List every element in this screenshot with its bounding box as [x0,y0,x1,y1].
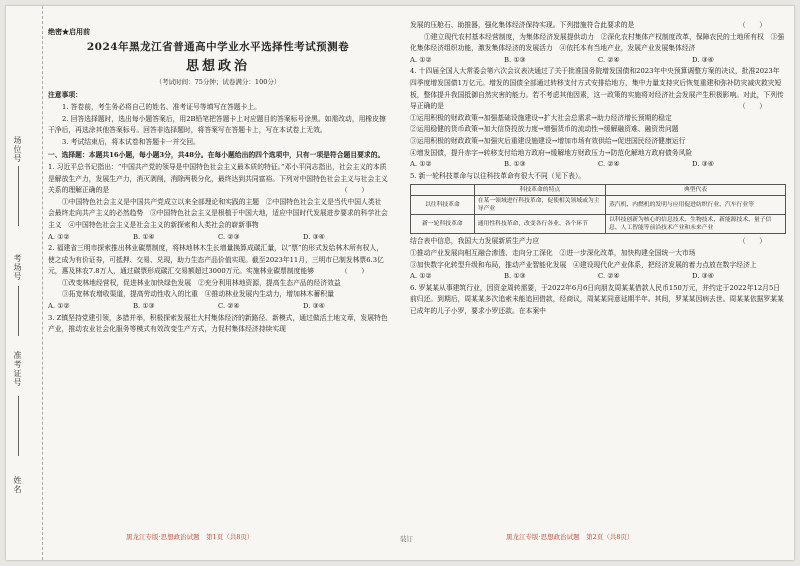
table-cell: 以往科技革命 [411,196,475,215]
option-a: A. ①② [48,302,70,311]
question-2-items: ③拓宽林农增收渠道，提高劳动性收入的比重 ④推动林业发展内生动力，增加林木蓄积量 [62,290,334,299]
table-row [411,196,786,215]
answer-paren: （ ） [738,237,766,246]
binding-label-name: 姓名 [13,476,22,494]
page-right [410,6,786,317]
table-header: 典型代表 [606,185,786,196]
question-5-prompt: 结合表中信息，我国大力发展新质生产力应 （ ） [410,236,786,248]
table-cell: 在某一领域进行科技革命，促使相关领域或为主导产业 [474,196,605,215]
note-item: 1. 答卷前，考生务必将自己的姓名、准考证号等填写在答题卡上。 [62,102,261,111]
question-4-item: ②运用稳健的货币政策→加大信贷投放力度→增强货币的流动性→缓解融资难、融资贵问题 [410,125,679,134]
page-footer-left: 黑龙江专版·思想政治试题 第1页（共8页） [126,533,254,541]
option-a: A. ①② [410,55,432,64]
option-d: D. ③④ [692,55,714,64]
option-a: A. ①② [410,272,432,281]
question-5-items: ③加快数字化转型升级和布局，推动产业智能化发展 ④建设现代化产业体系，把经济发展的着力点放在数字经济上 [410,260,757,269]
table-cell: 新一轮科技革命 [411,215,475,234]
option-b: B. ①③ [504,272,526,281]
table-cell: 以科技创新为核心的信息技术、生物技术、新能源技术、量子信息、人工智能等前沿技术产业和未来产业 [606,215,786,234]
option-d: D. ③④ [303,232,325,241]
subject-title: 思想政治 [185,59,250,75]
question-3-items: ①建立现代农村基本经营制度，为集体经济发展提供动力 ②深化农村集体产权制度改革，保障农民的土地所有权 ③强化集体经济组织功能，激发集体经济的发展活力 ④依托本有当地产业，发展产业发展集体经济 [410,32,785,53]
note-item: 3. 考试结束后，将本试卷和答题卡一并交回。 [62,137,200,146]
option-b: B. ①③ [133,302,155,311]
question-1-items: ①中国特色社会主义是中国共产党成立以来全部理论和实践的主题 ②中国特色社会主义是当代中国人类社会最终走向共产主义的必然趋势 ③中国特色社会主义是根植于中国大地，适应中国时代发展进步要求的科学社会主义 ④中国特色社会主义是社会主义的新探索和人类社会的崭新事物 [48,197,388,229]
exam-sheet [6,6,794,560]
notes-title: 注意事项： [48,91,82,100]
question-4-item: ③运用积极的财政政策→加强灾后重建设施建设→增加市场有效供给→促进国民经济健康运行 [410,136,686,145]
option-b: B. ①③ [504,160,526,169]
question-2-items: ①改变林地经营权，促进林业加快绿色发展 ②充分利用林地资源，提高生态产品的经济效益 [62,278,341,287]
question-3-continued: 发展的压舱石、助推器，强化集体经济保持实现。下列措施符合此要求的是 （ ） [410,20,786,32]
page-left [48,6,388,336]
table-header-row [411,185,786,196]
question-3-options [410,55,786,67]
answer-paren: （ ） [738,21,766,29]
question-2-options [48,301,388,313]
table-cell: 蒸汽机、内燃机的发明与应用促进纺织行业、汽车行业等 [606,196,786,215]
option-d: D. ③④ [692,160,714,169]
exam-info: （考试时间：75分钟；试卷满分：100分） [155,77,281,86]
question-5-options [410,271,786,283]
option-c: C. ②④ [218,302,240,311]
option-d: D. ③④ [692,272,714,281]
question-5-items: ①推动产业发展向相互融合渗透、走向分工深化 ②进一步深化改革，加快构建全国统一大市场 [410,248,696,257]
binding-label-ticket: 准考证号 [13,351,22,387]
center-mark: 装订 [400,535,413,543]
question-5-stem: 5. 新一轮科技革命与以往科技革命有很大不同（见下表）。 [410,171,586,180]
option-d: D. ③④ [303,302,325,311]
note-item: 2. 回答选择题时，选出每小题答案后，用2B铅笔把答题卡上对应题目的答案标号涂黑。如需改动，用橡皮擦干净后，再选涂其他答案标号。回答非选择题时，将答案写在答题卡上，写在本试卷上无效。 [48,114,386,135]
option-c: C. ②③ [218,232,240,241]
answer-paren: （ ） [738,102,766,111]
option-a: A. ①② [48,232,70,241]
question-1-stem: 1. 习近平总书记指出：“中国共产党的领导是中国特色社会主义最本质的特征。”邓小平同志指出，社会主义的本质是解放生产力，发展生产力，消灭剥削，消除两极分化，最终达到共同富裕。下列对中国特色社会主义与社会主义关系的理解正确的是 （ ） [48,162,388,197]
option-b: B. ①③ [504,55,526,64]
table-row [411,215,786,234]
question-4-item: ①运用积极的财政政策→加强基础设施建设→扩大社会总需求→助力经济增长预期的稳定 [410,113,672,122]
confidential-tag: 绝密★启用前 [48,27,90,36]
exam-title: 2024年黑龙江省普通高中学业水平选择性考试预测卷 [86,40,350,53]
option-c: C. ②④ [598,160,620,169]
question-6-stem: 6. 罗某某从事建筑行业，因资金周转需要，于2022年6月6日向朋友周某某借款人民币150万元，并约定于2022年12月5日前归还。到期后，周某某多次追索未能追回借款，经商议，周某某同意延期半年。其间，罗某某因病去世。周某某依据罗某某已成年的儿子小罗，要求小罗还款。在本案中 [410,283,784,315]
table-header [411,185,475,196]
option-c: C. ②④ [598,272,620,281]
binding-line [18,166,19,226]
answer-paren: （ ） [340,267,368,276]
answer-paren: （ ） [340,186,368,195]
option-b: B. ①④ [133,232,155,241]
question-4-stem: 4. 十四届全国人大常委会第六次会议表决通过了关于批准国务院增发国债和2023年中央预算调整方案的决议，批准2023年四季度增发国债1万亿元。增发的国债全部通过转移支付方式安排给地方，集中力量支持灾后恢复重建和弥补防灾减灾救灾短板，整体提升我国抵御自然灾害的能力。若不考虑其他因素，这一政策的实施将对经济社会发展产生积极影响。对此，下列传导正确的是 （ ） [410,66,786,112]
option-c: C. ②④ [598,55,620,64]
binding-margin [6,6,43,560]
table-header: 科技革命的特点 [474,185,605,196]
question-4-options [410,159,786,171]
question-4-item: ④增发国债，提升赤字→转移支付给地方政府→缓解地方财政压力→防范化解地方政府债务风险 [410,148,693,157]
binding-line [18,396,19,456]
binding-label-seat: 场位号 [13,136,22,163]
comparison-table [410,184,786,234]
binding-label-room: 考场号 [13,254,22,281]
table-cell: 通用性科技革命，改变各行各业、各个环节 [474,215,605,234]
option-a: A. ①② [410,160,432,169]
question-3-stem: 3. Z镇坚持党建引领，多措并举，积极探索发展壮大村集体经济的新路径、新模式，通过做活土地文章，发展特色产业，推动农业社会化服务等模式有效改变生产方式，力促村集体经济持续实现 [48,313,388,334]
section-heading: 一、选择题：本题共16小题，每小题3分，共48分。在每小题给出的四个选项中，只有一项是符合题目要求的。 [48,151,385,160]
question-1-options [48,232,388,244]
question-2-stem: 2. 福建省三明市探索推出林业碳票制度，将林地林木生长增量换算成碳汇量，以“票”的形式发给林木所有权人，使之成为有价证券，可抵押、交易、兑现，助力生态产品价值实现。截至2023年11月，三明市已制发林票6.3亿元，惠及林农7.8万人，通过碳票形成碳汇交易额超过3000万元。实施林业碳票制度能够 （ ） [48,243,388,278]
binding-line [18,286,19,336]
page-footer-right: 黑龙江专版·思想政治试题 第2页（共8页） [506,533,634,541]
